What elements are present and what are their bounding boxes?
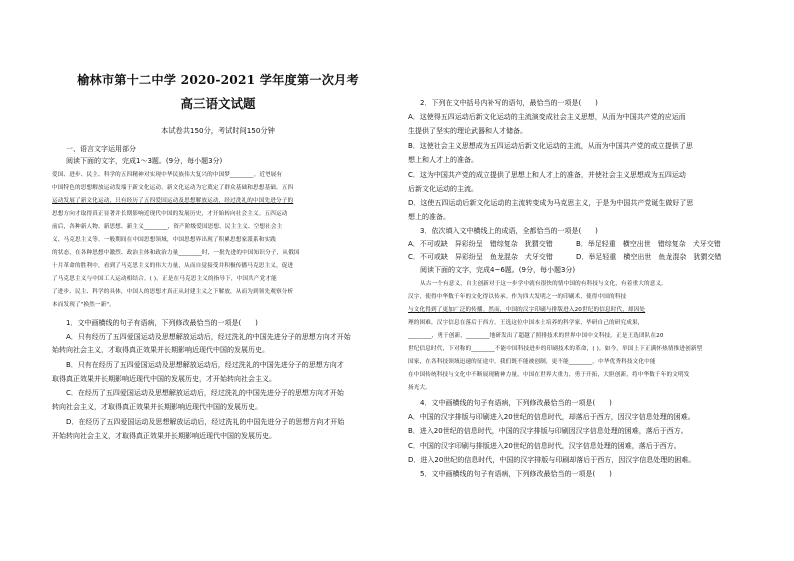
question-4-option: B．进入20世纪的信息时代，中国的汉字排版与印刷因汉字信息处理的困难，落后于西方。: [408, 427, 688, 435]
question-2-option: D．这使五四运动后新文化运动的主流转变成为马克思主义，于是为中国共产党诞生做好了思: [408, 199, 694, 207]
passage-line: 扬光大。: [408, 385, 431, 391]
question-3-option: A．不可或缺 异彩纷呈 错综复杂 犹猬交错: [408, 240, 553, 248]
question-2-option: A．这使得五四运动后新文化运动的主流演变成社会主义思想，从而为中国共产党的应运而: [408, 113, 686, 121]
question-1-option: A．只有经历了五四爱国运动及思想解放运动后，经过洗礼的中国先进分子的思想方向才开始: [66, 333, 351, 341]
exam-title: 榆林市第十二中学 2020-2021 学年度第一次月考: [77, 73, 359, 87]
instruction: 阅读下面的文字，完成1～3题。(9分，每小题3分): [66, 157, 223, 165]
question-3-option: D．举足轻重 横空出世 鱼龙混杂 犹猬交错: [576, 253, 722, 261]
question-1-option: 开始转向社会主义，才取得真正效果并长期影响近现代中国的发展历史。: [52, 432, 276, 440]
question-5-stem: 5．文中画横线的句子有语病，下列修改最恰当的一项是( ): [420, 470, 612, 478]
passage-line: 在中国传统科技与文化中不断展现精神力量，中国在世界大重力，勇于开拓，大胆创新，将中华数千年的文明发: [408, 372, 690, 378]
passage-line: 与文化得到了更加广泛的传播。然而，中国的汉字印刷与排版进入20世纪的信息时代，却因处: [408, 307, 646, 313]
question-1-option: 取得真正效果并长期影响近现代中国的发展历史，才开始转向社会主义。: [52, 375, 276, 383]
question-4-stem: 4．文中画横线的句子有语病，下列修改最恰当的一项是( ): [420, 399, 612, 407]
passage-line: 了进步、民主、科学的具体，中国人的思想才真正从封建主义之下解放，从而为到领先观察分析: [52, 289, 294, 295]
passage-line: 思想方向才取得真正显著并长期影响近现代中国的发展历史，才开始转向社会主义。五四运动: [52, 211, 288, 217]
question-3-option: B．举足轻重 横空出世 错综复杂 犬牙交错: [576, 240, 721, 248]
question-4-option: D．进入20世纪的信息时代，中国的汉字排版与印刷却落后于西方，因汉字信息处理的困难。: [408, 456, 696, 464]
question-1-option: 始转向社会主义，才取得真正效果并长期影响近现代中国的发展历史。: [52, 346, 269, 354]
passage-line: 汉字，使得中华数千年的文化得以传承。作为四大发明之一的印刷术，使得中国的科技: [408, 294, 627, 300]
question-3-stem: 3．依次填入文中横线上的成语，全都恰当的一项是( ): [420, 227, 598, 235]
passage-line: 了马克思主义与中国工人运动相结合。( )。正是在马克思主义的指导下，中国共产党才能: [52, 276, 277, 282]
question-2-stem: 2．下列在文中括号内补写的语句，最恰当的一项是( ): [420, 99, 598, 107]
passage-line: 的状态，在各种思想中激烈、政治主体和政治力量________时，一批先进的中国知识分子，从俄国: [52, 250, 300, 256]
question-1-option: C．在经历了五四爱国运动及思想解放运动后，经过洗礼的中国先进分子的思想方向才开始: [66, 389, 344, 397]
passage-line: 理的困难，汉字信息在落后于西方。王选这位中国本土培养的科学家，毕研自己的研究成果，: [408, 320, 644, 326]
passage-line: ________，勇于创新，________地研发出了超越了照排技术的世界中国中文科技。正是王选团队在20: [408, 333, 664, 339]
passage-line: 义、马克思主义等。一般期间在中国思想领域，中国思想界出现了积累思想家派系和实践: [52, 237, 277, 243]
instruction: 阅读下面的文字，完成4~6题。(9分，每小题3分): [420, 266, 576, 274]
question-1-option: B．只有在经历了五四爱国运动及思想解放运动后，经过洗礼的中国先进分子的思想方向才: [66, 361, 344, 369]
question-4-option: C．中国的汉字印刷与排版进入20世纪的信息时代，汉字信息处理的困难，落后于西方。: [408, 442, 681, 450]
question-1-option: D．在经历了五四爱国运动及思想解放运动后，经过洗礼的中国先进分子的思想方向才开始: [66, 418, 345, 426]
passage-line: 本而发现了"换然一新"。: [52, 302, 115, 308]
passage-line: 爱国、进步、民主、科学的五四精神对实现中华民族伟大复兴的中国梦________。近현展有: [52, 172, 283, 178]
question-1-option: 转向社会主义，才取得真正效果并长期影响近现代中国的发展历史。: [52, 403, 262, 411]
passage-line: 国家，在各科技领域迅速的征途中，我们既不能被创制，更不能________。中华优秀科技文化中能: [408, 359, 656, 365]
passage-line: 世纪信息时代，下对称的________不能中国科技进步的印刷技术的革命，( )。如今，举国上下正满怀热情推进创新型: [408, 346, 703, 352]
exam-subtitle: 高三语文试题: [180, 96, 256, 111]
section-heading: 一、语言文字运用部分: [66, 145, 136, 153]
question-2-option: C．这为中国共产党的成立提供了思想上和人才上的准备，并使社会主义思想成为五四运动: [408, 171, 686, 179]
passage-line: 十月革命的胜利中，看到了马克思主义的伟大力量，从而自觉接受并积极传播马克思主义，促进: [52, 263, 294, 269]
question-2-option: 想上的准备。: [408, 213, 450, 221]
question-2-option: 后新文化运动的主流。: [408, 185, 478, 193]
question-2-option: 想上和人才上的准备。: [408, 156, 478, 164]
passage-line: 运动发展了新文化运动，只有经历了五四爱国运动及思想解放运动，经过洗礼的中国先进分子的: [52, 198, 294, 204]
passage-line: 从古一个有意义，自主创新对于这一步学中就有很快的情中国的有科技与文化，有着重大的意义。: [420, 281, 667, 287]
question-2-option: 生提供了坚实的理论武器和人才储备。: [408, 127, 527, 135]
exam-meta: 本试卷共150分，考试时间150分钟: [161, 126, 275, 135]
passage-line: 前后，各种新人物、新思想、新主义________，资产阶级爱国思想、民主主义、空想社会主: [52, 224, 283, 230]
question-4-option: A．中国的汉字排版与印刷进入20世纪的信息时代，却落后于西方，因汉字信息处理的困难。: [408, 413, 695, 421]
question-2-option: B．这使社会主义思想成为五四运动后新文化运动的主流，从而为中国共产党的成立提供了思: [408, 142, 693, 150]
question-3-option: C．不可或缺 异彩纷呈 鱼龙混杂 犬牙交错: [408, 253, 553, 261]
passage-line: 中国特色的思想解放运动发端于新文化运动，新文化运动为它奠定了群众基础和思想基础。五四: [52, 185, 294, 191]
question-1-stem: 1．文中画横线的句子有语病，下列修改最恰当的一项是( ): [66, 319, 258, 327]
